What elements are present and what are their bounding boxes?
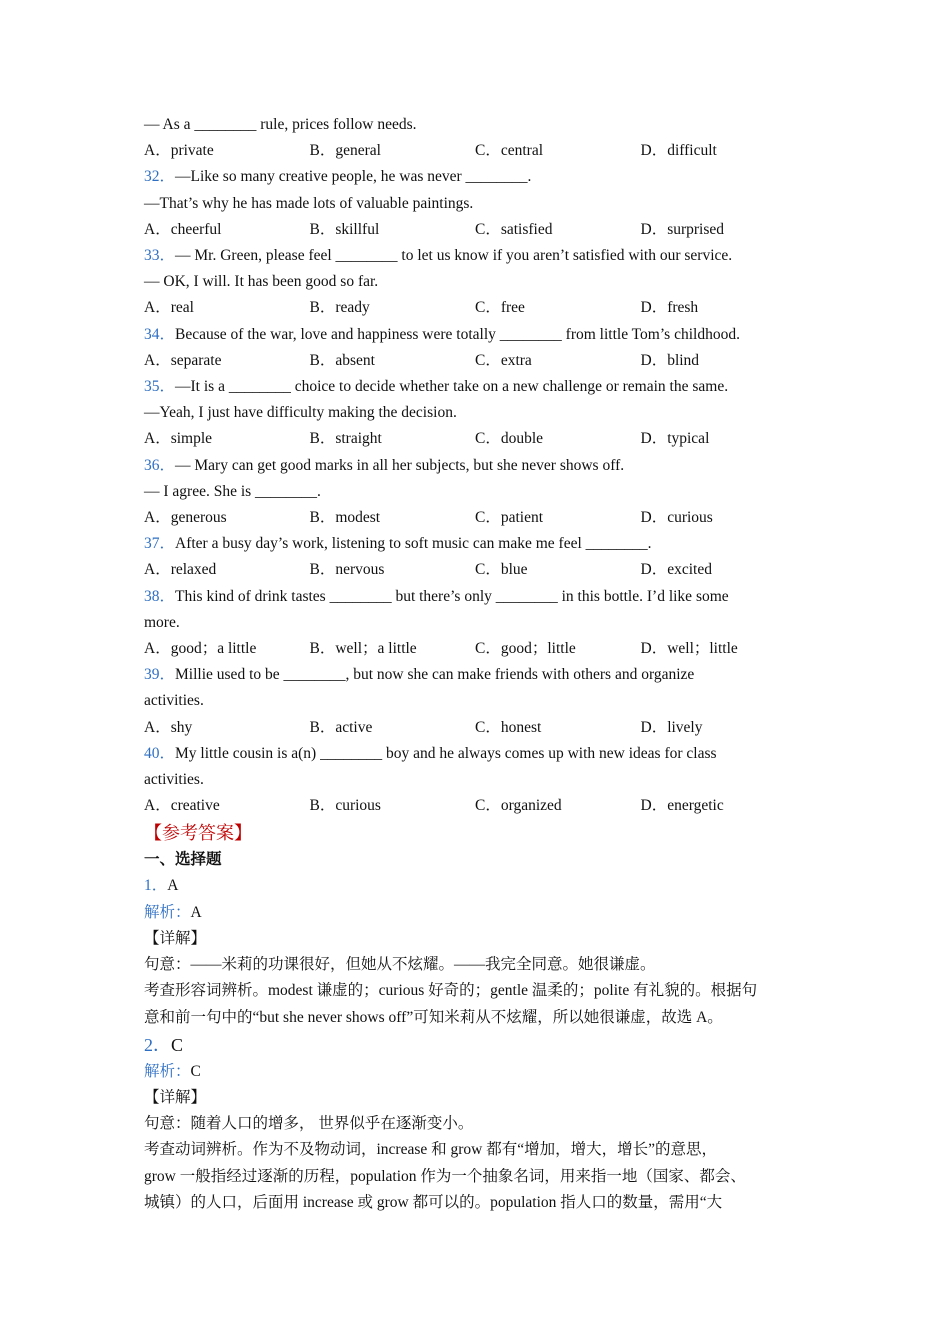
detail-label: 【详解】 bbox=[144, 929, 207, 947]
document-content bbox=[144, 112, 812, 1216]
option-b: B．straight bbox=[309, 430, 382, 448]
question-text: Millie used to be ________, but now she can make friends with others and organize bbox=[175, 666, 695, 684]
answer-item bbox=[144, 1031, 812, 1216]
option-c: C．honest bbox=[475, 718, 542, 736]
answer-letter: A bbox=[167, 877, 179, 895]
option-row bbox=[144, 348, 812, 374]
option-d: D．lively bbox=[640, 718, 703, 736]
explanation-line: 考查动词辨析。作为不及物动词，increase 和 grow 都有“增加，增大，增长”的意思， bbox=[144, 1141, 718, 1159]
option-row bbox=[144, 505, 812, 531]
option-d: D．curious bbox=[640, 509, 713, 527]
question-text: Because of the war, love and happiness were totally ________ from little Tom’s childhood. bbox=[175, 325, 740, 343]
option-c: C．free bbox=[475, 299, 525, 317]
option-b: B．skillful bbox=[309, 220, 380, 238]
option-c: C．blue bbox=[475, 561, 528, 579]
question-item bbox=[144, 584, 812, 663]
question-text: After a busy day’s work, listening to soft music can make me feel ________. bbox=[175, 535, 652, 553]
question-item bbox=[144, 453, 812, 532]
option-a: A．shy bbox=[144, 718, 193, 736]
jiexi-value: C bbox=[190, 1062, 201, 1080]
question-text: My little cousin is a(n) ________ boy and he always comes up with new ideas for class bbox=[175, 744, 717, 762]
question-item bbox=[144, 741, 812, 820]
question-item bbox=[144, 164, 812, 243]
option-b: B．nervous bbox=[309, 561, 385, 579]
option-a: A．creative bbox=[144, 797, 220, 815]
option-row bbox=[144, 715, 812, 741]
question-item bbox=[144, 374, 812, 453]
option-a: A．good；a little bbox=[144, 640, 257, 658]
option-c: C．organized bbox=[475, 797, 562, 815]
question-number: 32． bbox=[144, 168, 176, 186]
question-item bbox=[144, 531, 812, 583]
option-a: A．generous bbox=[144, 509, 227, 527]
option-c: C．double bbox=[475, 430, 544, 448]
option-d: D．surprised bbox=[640, 220, 725, 238]
option-a: A．relaxed bbox=[144, 561, 217, 579]
explanation-line: 意和前一句中的“but she never shows off”可知米莉从不炫耀，所以她很谦虚，故选 A。 bbox=[144, 1008, 723, 1026]
option-c: C．patient bbox=[475, 509, 544, 527]
explanation-line: 句意：——米莉的功课很好，但她从不炫耀。——我完全同意。她很谦虚。 bbox=[144, 956, 656, 974]
question-text: activities. bbox=[144, 771, 204, 789]
option-a: A．simple bbox=[144, 430, 213, 448]
explanation-line: 考查形容词辨析。modest 谦虚的；curious 好奇的；gentle 温柔的；polite 有礼貌的。根据句 bbox=[144, 982, 758, 1000]
option-d: D．excited bbox=[640, 561, 712, 579]
question-text: — Mr. Green, please feel ________ to let us know if you aren’t satisfied with our service. bbox=[175, 247, 733, 265]
option-a: A．cheerful bbox=[144, 220, 222, 238]
question-number: 37． bbox=[144, 535, 176, 553]
option-b: B．general bbox=[309, 142, 381, 160]
question-item bbox=[144, 112, 812, 164]
question-text: This kind of drink tastes ________ but there’s only ________ in this bottle. I’d like some bbox=[175, 587, 729, 605]
question-number: 39． bbox=[144, 666, 176, 684]
answer-number: 2． bbox=[144, 1034, 171, 1055]
explanation-line: grow 一般指经过逐渐的历程，population 作为一个抽象名词，用来指一地（国家、都会、 bbox=[144, 1167, 746, 1185]
question-text: — OK, I will. It has been good so far. bbox=[144, 273, 379, 291]
option-c: C．good；little bbox=[475, 640, 576, 658]
question-text: activities. bbox=[144, 692, 204, 710]
question-text: —Like so many creative people, he was never ________. bbox=[175, 168, 532, 186]
option-d: D．fresh bbox=[640, 299, 699, 317]
question-number: 38． bbox=[144, 587, 176, 605]
option-b: B．well；a little bbox=[309, 640, 417, 658]
option-d: D．difficult bbox=[640, 142, 717, 160]
option-c: C．satisfied bbox=[475, 220, 553, 238]
jiexi-label: 解析： bbox=[144, 903, 191, 921]
question-number: 33． bbox=[144, 247, 176, 265]
option-row bbox=[144, 217, 812, 243]
option-b: B．ready bbox=[309, 299, 370, 317]
answer-letter: C bbox=[171, 1034, 184, 1055]
option-d: D．typical bbox=[640, 430, 710, 448]
option-b: B．absent bbox=[309, 351, 375, 369]
detail-label: 【详解】 bbox=[144, 1088, 207, 1106]
question-number: 36． bbox=[144, 456, 176, 474]
question-text: — As a ________ rule, prices follow needs. bbox=[144, 116, 417, 133]
question-item bbox=[144, 322, 812, 374]
answers-heading: 【参考答案】 bbox=[144, 823, 252, 844]
jiexi-value: A bbox=[190, 903, 202, 921]
question-text: —Yeah, I just have difficulty making the decision. bbox=[144, 404, 457, 422]
option-a: A．real bbox=[144, 299, 194, 317]
answer-number: 1． bbox=[144, 877, 168, 895]
option-c: C．central bbox=[475, 142, 544, 160]
question-text: —It is a ________ choice to decide whether take on a new challenge or remain the same. bbox=[175, 378, 729, 396]
jiexi-label: 解析： bbox=[144, 1062, 191, 1080]
explanation-line: 句意：随着人口的增多， 世界似乎在逐渐变小。 bbox=[144, 1115, 474, 1133]
option-d: D．energetic bbox=[640, 797, 724, 815]
section-title: 一、选择题 bbox=[144, 851, 222, 869]
option-b: B．modest bbox=[309, 509, 381, 527]
option-b: B．curious bbox=[309, 797, 381, 815]
question-number: 40． bbox=[144, 744, 176, 762]
option-d: D．blind bbox=[640, 351, 700, 369]
question-text: — I agree. She is ________. bbox=[144, 482, 321, 500]
option-a: A．separate bbox=[144, 351, 222, 369]
option-row bbox=[144, 636, 812, 662]
question-number: 35． bbox=[144, 378, 176, 396]
question-item bbox=[144, 662, 812, 741]
option-d: D．well；little bbox=[640, 640, 738, 658]
option-row bbox=[144, 557, 812, 583]
option-b: B．active bbox=[309, 718, 373, 736]
option-a: A．private bbox=[144, 142, 214, 160]
option-row bbox=[144, 295, 812, 321]
question-text: —That’s why he has made lots of valuable paintings. bbox=[144, 194, 474, 212]
option-row bbox=[144, 138, 812, 164]
answer-item bbox=[144, 873, 812, 1030]
option-row bbox=[144, 426, 812, 452]
explanation-line: 城镇）的人口，后面用 increase 或 grow 都可以的。population 指人口的数量，需用“大 bbox=[144, 1193, 723, 1211]
question-text: — Mary can get good marks in all her subjects, but she never shows off. bbox=[175, 456, 625, 474]
question-text: more. bbox=[144, 613, 180, 631]
question-item bbox=[144, 243, 812, 322]
option-row bbox=[144, 793, 812, 819]
question-number: 34． bbox=[144, 325, 176, 343]
option-c: C．extra bbox=[475, 351, 532, 369]
